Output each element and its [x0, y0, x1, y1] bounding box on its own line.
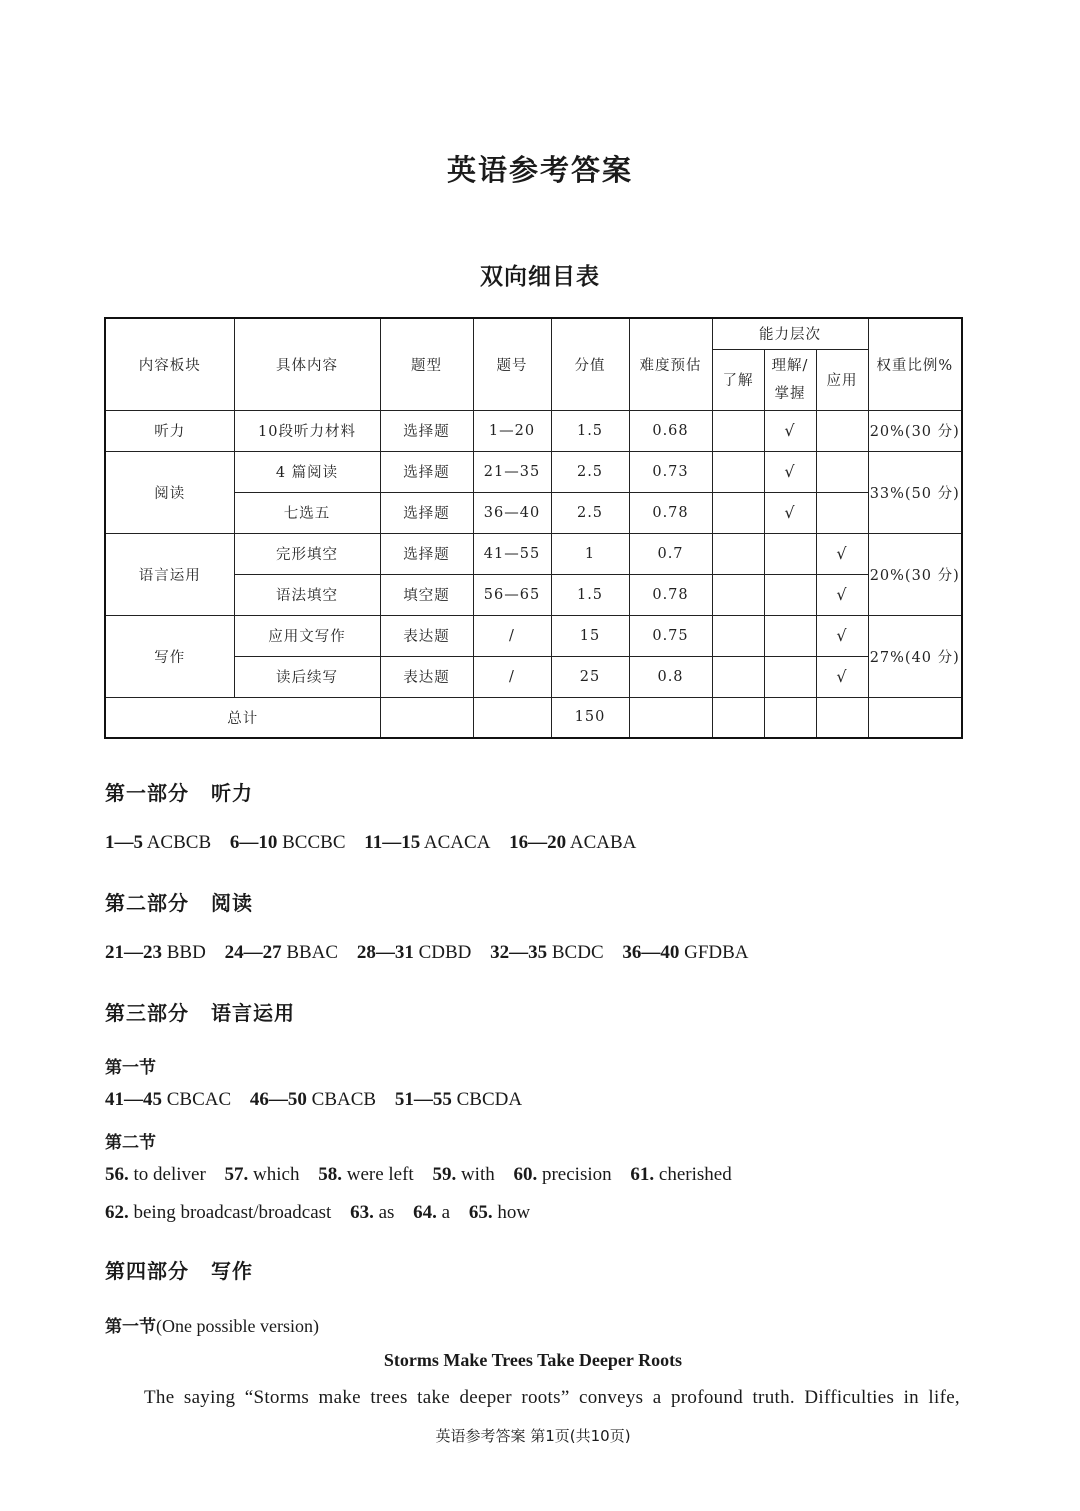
- cell-type: 表达题: [380, 656, 473, 697]
- cell-type: 选择题: [380, 451, 473, 492]
- header-type: 题型: [380, 318, 473, 410]
- answer-item: 59. with: [432, 1164, 495, 1185]
- table-row: [105, 492, 962, 533]
- part1-answers: [105, 832, 650, 854]
- cell-difficulty: 0.78: [629, 574, 712, 615]
- table-row: [105, 656, 962, 697]
- cell-score: 2.5: [551, 451, 629, 492]
- cell-understand: [764, 574, 816, 615]
- table-row: [105, 574, 962, 615]
- cell-score: 1.5: [551, 574, 629, 615]
- table-row: [105, 533, 962, 574]
- cell-empty: [380, 697, 473, 738]
- answer-group: 28—31 CDBD: [356, 942, 472, 963]
- cell-content: 读后续写: [234, 656, 380, 697]
- cell-numbers: 1—20: [473, 410, 551, 451]
- part1-label: 第一部分: [105, 781, 189, 805]
- header-ability: 能力层次: [712, 318, 868, 349]
- part2-answers: [105, 942, 763, 964]
- cell-difficulty: 0.7: [629, 533, 712, 574]
- cell-numbers: /: [473, 615, 551, 656]
- answer-item: 64. a: [413, 1202, 451, 1223]
- cell-total-score: 150: [551, 697, 629, 738]
- essay-title: Storms Make Trees Take Deeper Roots: [383, 1350, 683, 1370]
- cell-section: 语言运用: [105, 533, 234, 615]
- cell-apply: √: [816, 656, 868, 697]
- answer-item: 61. cherished: [630, 1164, 732, 1185]
- part3-section2-line2: [105, 1202, 544, 1224]
- cell-empty: [712, 697, 764, 738]
- cell-type: 选择题: [380, 533, 473, 574]
- part4-section1-label: 第一节: [105, 1317, 156, 1337]
- cell-score: 1: [551, 533, 629, 574]
- header-ability-understand-line2: 掌握: [774, 385, 806, 402]
- part1-heading: [105, 777, 253, 806]
- cell-section: 写作: [105, 615, 234, 697]
- cell-total-label: 总计: [105, 697, 380, 738]
- table-row: [105, 615, 962, 656]
- part2-heading: [105, 887, 253, 916]
- header-ability-understand: [764, 349, 816, 410]
- cell-section: 阅读: [105, 451, 234, 533]
- header-numbers: 题号: [473, 318, 551, 410]
- cell-numbers: 36—40: [473, 492, 551, 533]
- part3-name: 语言运用: [211, 1001, 295, 1025]
- part1-name: 听力: [211, 781, 253, 805]
- cell-apply: √: [816, 615, 868, 656]
- document-title: 英语参考答案: [446, 153, 633, 187]
- header-ability-understand-line1: 理解/: [771, 357, 809, 374]
- part3-heading: [105, 997, 295, 1026]
- answer-group: 32—35 BCDC: [490, 942, 604, 963]
- answer-group: 21—23 BBD: [105, 942, 206, 963]
- cell-type: 选择题: [380, 410, 473, 451]
- part4-label: 第四部分: [105, 1259, 189, 1283]
- cell-weight: 20%(30 分): [868, 533, 962, 615]
- page-footer: 英语参考答案 第1页(共10页): [435, 1427, 631, 1445]
- answer-group: 16—20 ACABA: [509, 832, 637, 853]
- header-content: 具体内容: [234, 318, 380, 410]
- part4-section1-note: (One possible version): [156, 1316, 319, 1336]
- cell-apply: [816, 410, 868, 451]
- cell-content: 10段听力材料: [234, 410, 380, 451]
- table-title: 双向细目表: [480, 264, 600, 290]
- cell-know: [712, 533, 764, 574]
- cell-numbers: 21—35: [473, 451, 551, 492]
- cell-know: [712, 492, 764, 533]
- cell-content: 七选五: [234, 492, 380, 533]
- cell-score: 2.5: [551, 492, 629, 533]
- answer-item: 63. as: [350, 1202, 395, 1223]
- cell-understand: √: [764, 410, 816, 451]
- specification-table: [104, 317, 963, 739]
- cell-empty: [816, 697, 868, 738]
- cell-know: [712, 574, 764, 615]
- cell-score: 1.5: [551, 410, 629, 451]
- part2-label: 第二部分: [105, 891, 189, 915]
- part3-section2-label: 第二节: [105, 1133, 156, 1153]
- cell-understand: √: [764, 492, 816, 533]
- cell-understand: [764, 533, 816, 574]
- cell-difficulty: 0.8: [629, 656, 712, 697]
- answer-group: 6—10 BCCBC: [229, 832, 346, 853]
- answer-group: 11—15 ACACA: [364, 832, 491, 853]
- table-total-row: [105, 697, 962, 738]
- cell-score: 15: [551, 615, 629, 656]
- cell-know: [712, 656, 764, 697]
- part4-heading: [105, 1255, 253, 1284]
- cell-apply: [816, 451, 868, 492]
- essay-first-line: The saying “Storms make trees take deeper roots” conveys a profound truth. Difficulties in life,: [144, 1387, 960, 1408]
- answer-group: 46—50 CBACB: [249, 1089, 377, 1110]
- table-row: [105, 410, 962, 451]
- answer-group: 1—5 ACBCB: [105, 832, 212, 853]
- part4-section1: [105, 1312, 319, 1337]
- cell-understand: [764, 615, 816, 656]
- cell-understand: √: [764, 451, 816, 492]
- answer-group: 51—55 CBCDA: [394, 1089, 523, 1110]
- header-weight: 权重比例%: [868, 318, 962, 410]
- cell-apply: √: [816, 574, 868, 615]
- cell-content: 语法填空: [234, 574, 380, 615]
- cell-numbers: /: [473, 656, 551, 697]
- header-difficulty: 难度预估: [629, 318, 712, 410]
- cell-understand: [764, 656, 816, 697]
- cell-difficulty: 0.73: [629, 451, 712, 492]
- cell-empty: [629, 697, 712, 738]
- cell-difficulty: 0.75: [629, 615, 712, 656]
- table-row: [105, 451, 962, 492]
- cell-numbers: 41—55: [473, 533, 551, 574]
- cell-weight: 20%(30 分): [868, 410, 962, 451]
- cell-empty: [868, 697, 962, 738]
- cell-type: 表达题: [380, 615, 473, 656]
- cell-empty: [473, 697, 551, 738]
- cell-apply: √: [816, 533, 868, 574]
- cell-section: 听力: [105, 410, 234, 451]
- cell-weight: 27%(40 分): [868, 615, 962, 697]
- cell-weight: 33%(50 分): [868, 451, 962, 533]
- answer-item: 56. to deliver: [105, 1164, 206, 1185]
- cell-content: 完形填空: [234, 533, 380, 574]
- cell-type: 选择题: [380, 492, 473, 533]
- header-section: 内容板块: [105, 318, 234, 410]
- cell-apply: [816, 492, 868, 533]
- cell-know: [712, 615, 764, 656]
- cell-numbers: 56—65: [473, 574, 551, 615]
- answer-item: 65. how: [468, 1202, 531, 1223]
- part3-section2-line1: [105, 1164, 746, 1186]
- answer-item: 58. were left: [318, 1164, 414, 1185]
- part4-name: 写作: [211, 1259, 253, 1283]
- answer-item: 62. being broadcast/broadcast: [105, 1202, 332, 1223]
- cell-empty: [764, 697, 816, 738]
- answer-item: 57. which: [224, 1164, 300, 1185]
- cell-difficulty: 0.68: [629, 410, 712, 451]
- answer-group: 36—40 GFDBA: [622, 942, 749, 963]
- cell-know: [712, 410, 764, 451]
- part3-label: 第三部分: [105, 1001, 189, 1025]
- part3-section1-label: 第一节: [105, 1058, 156, 1078]
- answer-group: 41—45 CBCAC: [105, 1089, 232, 1110]
- answer-group: 24—27 BBAC: [224, 942, 339, 963]
- cell-type: 填空题: [380, 574, 473, 615]
- part3-section1-answers: [105, 1089, 536, 1111]
- part2-name: 阅读: [211, 891, 253, 915]
- header-ability-apply: 应用: [816, 349, 868, 410]
- answer-item: 60. precision: [513, 1164, 612, 1185]
- cell-know: [712, 451, 764, 492]
- header-ability-know: 了解: [712, 349, 764, 410]
- cell-score: 25: [551, 656, 629, 697]
- cell-content: 应用文写作: [234, 615, 380, 656]
- cell-difficulty: 0.78: [629, 492, 712, 533]
- header-score: 分值: [551, 318, 629, 410]
- cell-content: 4 篇阅读: [234, 451, 380, 492]
